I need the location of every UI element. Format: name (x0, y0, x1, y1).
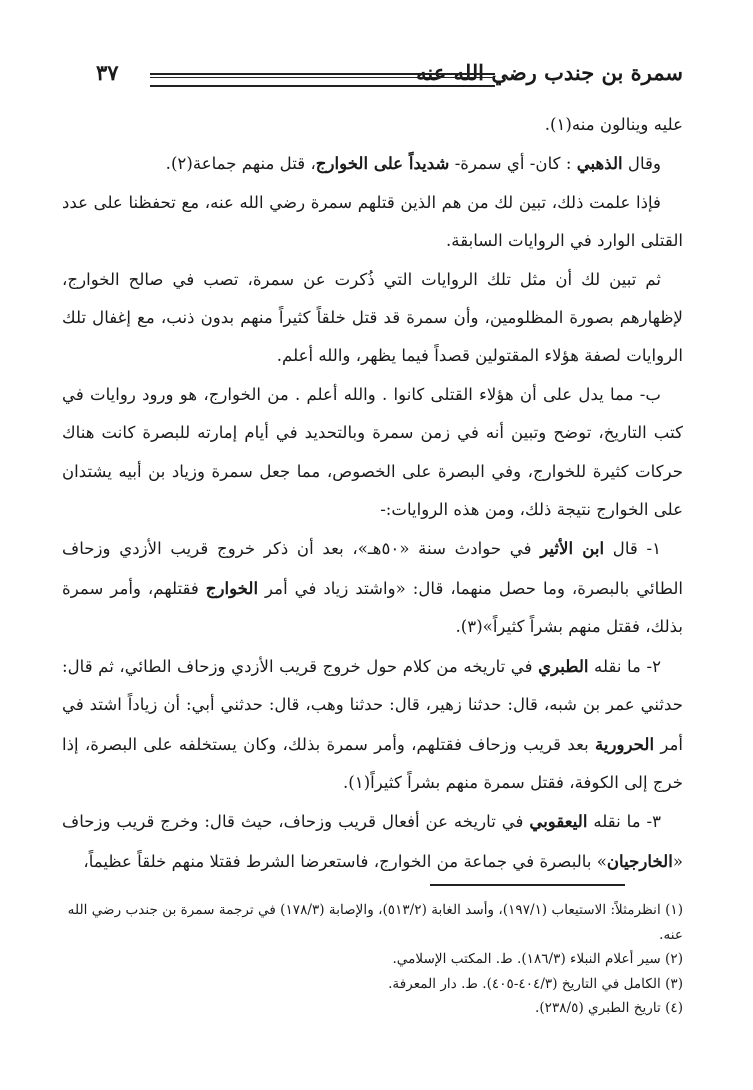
paragraph-conclusion: فإذا علمت ذلك، تبين لك من هم الذين قتلهم سمرة رضي الله عنه، مع تحفظنا على عدد القتلى الوارد في الروايات السابقة. (62, 192, 683, 251)
paragraph-continuation: عليه وينالون منه(١). (544, 115, 683, 134)
main-text (62, 106, 683, 881)
paragraph-evidence: ب- مما يدل على أن هؤلاء القتلى كانوا . والله أعلم . من الخوارج، هو ورود روايات في كتب التاريخ، توضح وتبين أنه في زمن سمرة وبالتحديد في أيام إمارته للبصرة كانت هناك حركات كثيرة للخوارج، وفي البصرة على الخصوص، مما جعل سمرة وزياد بن أبيه يشتدان على الخوارج نتيجة ذلك، ومن هذه الروايات:- (62, 384, 683, 520)
paragraph-ibn-athir: ١- قال ابن الأثير في حوادث سنة «٥٠هـ»، بعد أن ذكر خروج قريب الأزدي وزحاف الطائي بالبصرة، وما حصل منهما، قال: «واشتد زياد في أمر الخوارج فقتلهم، وأمر سمرة بذلك، فقتل منهم بشراً كثيراً»(٣). (62, 538, 683, 637)
paragraph-yaqubi: ٣- ما نقله اليعقوبي في تاريخه عن أفعال قريب وزحاف، حيث قال: وخرج قريب وزحاف «الخارجيان» بالبصرة في جماعة من الخوارج، فاستعرضا الشرط فقتلا منهم خلقاً عظيماً، (62, 811, 683, 871)
author-name-dhahabi: الذهبي (576, 153, 623, 174)
paragraph-narrations: ثم تبين لك أن مثل تلك الروايات التي ذُكرت عن سمرة، تصب في صالح الخوارج، لإظهارهم بصورة المظلومين، وأن سمرة قد قتل خلقاً كثيراً منهم بدون ذنب، مع إغفال تلك الروايات لصفة هؤلاء المقتولين قصداً فيما يظهر، والله أعلم. (62, 269, 683, 366)
footnote-separator (430, 884, 625, 886)
page-number: ٣٧ (96, 60, 119, 85)
header-rule (150, 73, 495, 87)
footnote-3: (٣) الكامل في التاريخ (٤٠٤/٣-٤٠٥). ط. دار المعرفة. (388, 975, 683, 992)
bold-word-kharijiyan: الخارجيان (606, 850, 673, 871)
author-name-yaqubi: اليعقوبي (529, 811, 588, 832)
bold-word-haruriyya: الحرورية (594, 733, 655, 754)
running-header-title: سمرة بن جندب رضي الله عنه (416, 60, 683, 85)
paragraph-dhahabi: وقال الذهبي : كان- أي سمرة- شديداً على الخوارج، قتل منهم جماعة(٢). (165, 153, 661, 174)
footnote-1: (١) انظرمثلاً: الاستيعاب (١٩٧/١)، وأسد الغابة (٥١٣/٢)، والإصابة (١٧٨/٣) في ترجمة سمرة بن جندب رضي الله عنه. (67, 902, 683, 943)
footnotes (62, 898, 683, 1021)
footnote-2: (٢) سير أعلام النبلاء (١٨٦/٣). ط. المكتب الإسلامي. (392, 951, 683, 968)
footnote-4: (٤) تاريخ الطبري (٢٣٨/٥). (535, 1000, 683, 1017)
author-name-tabari: الطبري (538, 655, 589, 676)
bold-phrase: شديداً على الخوارج (315, 153, 450, 174)
author-name-ibn-athir: ابن الأثير (540, 538, 605, 559)
bold-word-khawarij: الخوارج (205, 577, 259, 598)
paragraph-tabari: ٢- ما نقله الطبري في تاريخه من كلام حول خروج قريب الأزدي وزحاف الطائي، ثم قال: حدثني عمر بن شبه، قال: حدثنا زهير، قال: حدثنا وهب، قال: حدثني أبي: أن زياداً اشتد في أمر الحرورية بعد قريب وزحاف فقتلهم، وأمر سمرة بذلك، وكان يستخلفه على البصرة، إذا خرج إلى الكوفة، فقتل سمرة منهم بشراً كثيراً(١). (62, 655, 683, 792)
